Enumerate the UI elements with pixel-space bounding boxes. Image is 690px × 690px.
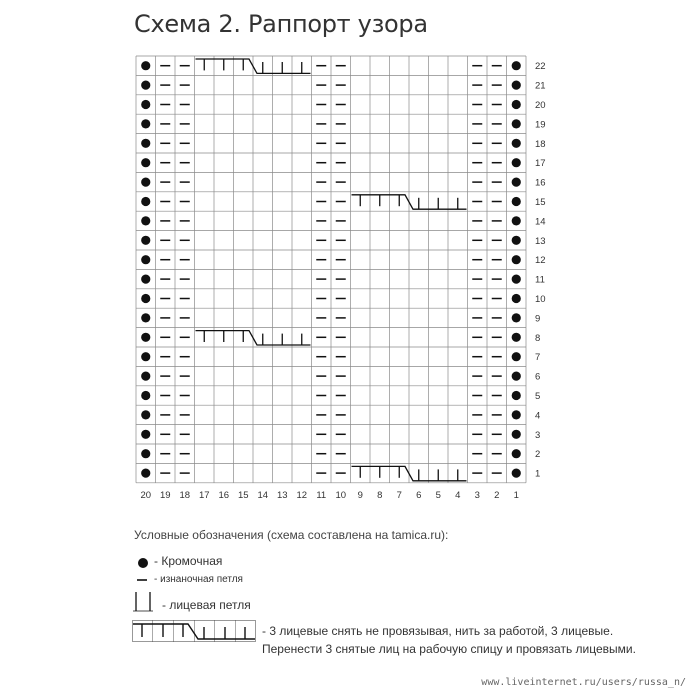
edge-stitch-dot	[512, 372, 521, 381]
edge-stitch-dot	[141, 139, 150, 148]
col-label: 8	[377, 489, 383, 501]
edge-stitch-dot	[141, 119, 150, 128]
col-label: 19	[159, 489, 171, 501]
edge-stitch-dot	[141, 158, 150, 167]
edge-stitch-dot	[512, 216, 521, 225]
col-label: 5	[435, 489, 441, 501]
row-label: 22	[535, 61, 546, 73]
edge-stitch-dot	[141, 410, 150, 419]
edge-stitch-dot	[512, 449, 521, 458]
edge-stitch-dot	[512, 391, 521, 400]
edge-stitch-dot	[141, 449, 150, 458]
edge-stitch-dot	[141, 81, 150, 90]
edge-stitch-dot	[141, 255, 150, 264]
col-label: 18	[179, 489, 191, 501]
col-label: 9	[357, 489, 363, 501]
edge-stitch-dot	[141, 197, 150, 206]
row-label: 19	[535, 119, 546, 131]
edge-stitch-dot	[512, 410, 521, 419]
edge-stitch-dot	[512, 294, 521, 303]
edge-stitch-dot	[512, 255, 521, 264]
edge-stitch-dot	[512, 81, 521, 90]
edge-stitch-dot	[512, 178, 521, 187]
legend-knit-text: - лицевая петля	[162, 598, 251, 612]
col-label: 10	[335, 489, 347, 501]
row-label: 1	[535, 468, 541, 480]
row-label: 14	[535, 216, 546, 228]
chart-title: Схема 2. Раппорт узора	[134, 10, 428, 38]
legend-cable-line2: Перенести 3 снятые лиц на рабочую спицу и провязать лицевыми.	[262, 642, 636, 656]
row-label: 7	[535, 352, 541, 364]
col-label: 20	[140, 489, 152, 501]
legend-heading: Условные обозначения (схема составлена на tamica.ru):	[134, 528, 449, 542]
edge-stitch-dot	[141, 61, 150, 70]
edge-stitch-dot	[141, 469, 150, 478]
legend-purl-text: - изнаночная петля	[154, 574, 243, 585]
legend-edge-text: - Кромочная	[154, 554, 223, 568]
edge-stitch-dot	[141, 275, 150, 284]
row-label: 3	[535, 429, 541, 441]
row-label: 12	[535, 255, 546, 267]
row-label: 4	[535, 410, 541, 422]
row-label: 11	[535, 274, 545, 286]
edge-stitch-dot	[512, 61, 521, 70]
col-label: 17	[198, 489, 210, 501]
legend-cable-line1: - 3 лицевые снять не провязывая, нить за работой, 3 лицевые.	[262, 624, 614, 638]
edge-stitch-dot	[512, 139, 521, 148]
edge-stitch-dot	[512, 352, 521, 361]
row-label: 20	[535, 100, 546, 111]
edge-stitch-dot	[141, 391, 150, 400]
row-label: 18	[535, 138, 546, 150]
edge-stitch-dot	[512, 119, 521, 128]
col-label: 16	[218, 489, 230, 501]
edge-stitch-dot	[512, 313, 521, 322]
edge-stitch-dot	[512, 333, 521, 342]
edge-stitch-dot	[141, 430, 150, 439]
col-label: 11	[316, 489, 327, 501]
edge-stitch-dot	[512, 275, 521, 284]
row-label: 9	[535, 313, 541, 325]
col-label: 6	[416, 489, 422, 501]
edge-stitch-dot	[141, 313, 150, 322]
edge-stitch-dot	[141, 372, 150, 381]
edge-stitch-dot	[141, 100, 150, 109]
legend-cable-icon	[132, 620, 256, 642]
edge-stitch-dot	[512, 236, 521, 245]
edge-stitch-dot	[141, 216, 150, 225]
row-label: 10	[535, 294, 546, 305]
row-label: 16	[535, 177, 546, 189]
edge-stitch-dot	[141, 352, 150, 361]
row-label: 13	[535, 235, 546, 247]
col-label: 2	[494, 489, 500, 501]
edge-stitch-dot	[141, 236, 150, 245]
row-label: 5	[535, 391, 541, 402]
col-label: 15	[237, 489, 249, 501]
row-label: 8	[535, 332, 541, 344]
row-label: 21	[535, 80, 546, 92]
legend-knit-icon	[130, 590, 156, 614]
edge-stitch-dot	[141, 333, 150, 342]
edge-stitch-dot	[512, 469, 521, 478]
col-label: 3	[474, 489, 480, 501]
col-label: 1	[513, 489, 519, 501]
edge-stitch-dot	[141, 178, 150, 187]
legend-edge-icon	[136, 556, 150, 570]
row-label: 2	[535, 449, 541, 461]
edge-stitch-dot	[512, 430, 521, 439]
col-label: 4	[455, 489, 461, 501]
watermark: www.liveinternet.ru/users/russa_n/	[481, 677, 686, 688]
edge-stitch-dot	[512, 158, 521, 167]
row-label: 17	[535, 158, 546, 170]
edge-stitch-dot	[512, 197, 521, 206]
col-label: 7	[396, 489, 402, 501]
edge-stitch-dot	[141, 294, 150, 303]
col-label: 14	[257, 489, 269, 501]
col-label: 13	[276, 489, 288, 501]
row-label: 15	[535, 197, 546, 208]
edge-stitch-dot	[512, 100, 521, 109]
row-label: 6	[535, 371, 541, 383]
legend-purl-icon	[134, 575, 150, 585]
col-label: 12	[296, 489, 308, 501]
